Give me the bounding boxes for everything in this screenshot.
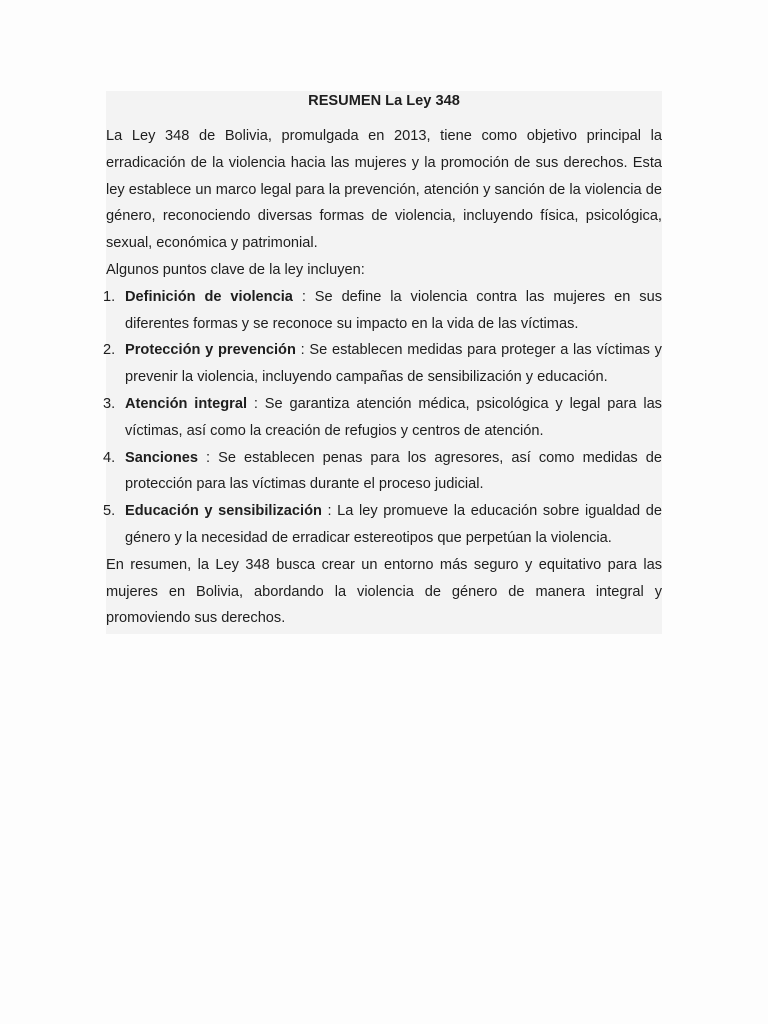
list-item (103, 391, 662, 445)
key-term: Protección y prevención (125, 342, 296, 359)
list-number: 1. (103, 288, 116, 305)
key-description: : Se establecen penas para los agresores, así como medidas de protección para las víctimas durante el proceso judicial. (125, 449, 662, 493)
key-description: : Se garantiza atención médica, psicológica y legal para las víctimas, así como la creación de refugios y centros de atención. (125, 395, 662, 439)
list-intro: Algunos puntos clave de la ley incluyen: (106, 261, 365, 278)
list-number: 3. (103, 395, 116, 412)
key-term: Sanciones (125, 449, 198, 466)
document-content (103, 91, 663, 634)
list-item (103, 498, 662, 552)
key-description: : Se define la violencia contra las mujeres en sus diferentes formas y se reconoce su impacto en la vida de las víctimas. (125, 288, 663, 332)
intro-paragraph: La Ley 348 de Bolivia, promulgada en 2013, tiene como objetivo principal la erradicación de la violencia hacia las mujeres y la promoción de sus derechos. Esta ley establece un marco legal para la prevención, atención y sanción de la violencia de género, reconociendo diversas formas de violencia, incluyendo física, psicológica, sexual, económica y patrimonial. (106, 128, 662, 252)
document-title: RESUMEN La Ley 348 (308, 93, 460, 109)
conclusion-paragraph: En resumen, la Ley 348 busca crear un entorno más seguro y equitativo para las mujeres en Bolivia, abordando la violencia de género de manera integral y promoviendo sus derechos. (106, 556, 662, 627)
key-term: Educación y sensibilización (125, 503, 322, 520)
key-term: Atención integral (125, 395, 247, 412)
list-number: 4. (103, 449, 116, 466)
key-points-list (103, 284, 663, 552)
list-item (103, 337, 662, 391)
list-number: 2. (103, 342, 116, 359)
list-item (103, 445, 662, 499)
list-item (103, 284, 663, 338)
key-description: : Se establecen medidas para proteger a las víctimas y prevenir la violencia, incluyendo campañas de sensibilización y educación. (125, 342, 662, 386)
key-description: : La ley promueve la educación sobre igualdad de género y la necesidad de erradicar estereotipos que perpetúan la violencia. (125, 503, 662, 546)
key-term: Definición de violencia (125, 288, 293, 305)
list-number: 5. (103, 503, 116, 520)
